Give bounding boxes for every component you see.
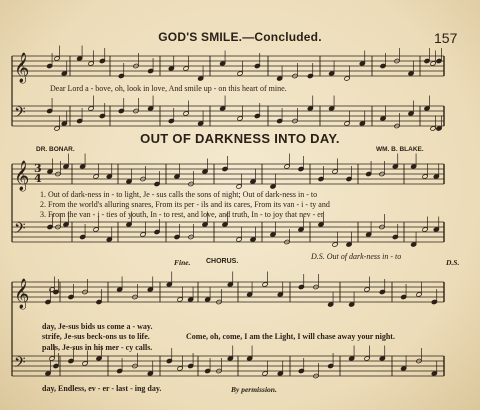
system2-treble-clef: 𝄞 (14, 161, 30, 191)
chorus-line3: palls, Je-sus in his mer - cy calls. (42, 343, 153, 352)
fine-marking: Fine. (174, 258, 191, 267)
verse3-lyric: 3. From the van - i - ties of youth, In - to rest, and love, and truth, In - to joy that nev - er (40, 210, 324, 219)
system2-bass-clef: 𝄢 (14, 220, 26, 241)
chorus-marking: CHORUS. (206, 258, 239, 265)
system1-treble-clef: 𝄞 (14, 53, 30, 83)
composer-credit: WM. B. BLAKE. (376, 146, 424, 153)
verse2-lyric: 2. From the world's alluring snares, From its per - ils and its cares, From its van - i - ty and (40, 200, 330, 209)
bass-final-lyric: day, Endless, ev - er - last - ing day. (42, 384, 162, 393)
bass-ds-text: D.S. Out of dark-ness in - to (311, 252, 402, 261)
chorus-line2b: Come, oh, come, I am the Light, I will chase away your night. (186, 332, 395, 341)
time-signature-digit: 3 (34, 162, 42, 175)
page-header-title: GOD'S SMILE.—Concluded. (158, 30, 322, 44)
time-signature-digit: 4 (34, 172, 42, 185)
ds-marking: D.S. (446, 258, 460, 267)
system1-bass-clef: 𝄢 (14, 104, 26, 125)
lyricist-credit: DR. BONAR. (36, 146, 75, 153)
permission-note: By permission. (231, 385, 277, 394)
system3-bass-clef: 𝄢 (14, 354, 26, 375)
system1-lyric: Dear Lord a - bove, oh, look in love, And smile up - on this heart of mine. (50, 84, 287, 93)
verse1-lyric: 1. Out of dark-ness in - to light, Je - sus calls the sons of night; Out of dark-ness in - to (40, 190, 318, 199)
chorus-line1: day, Je-sus bids us come a - way. (42, 322, 153, 331)
system3-treble-clef: 𝄞 (14, 279, 30, 309)
page-number: 157 (434, 30, 458, 46)
song-title: OUT OF DARKNESS INTO DAY. (140, 131, 340, 146)
chorus-line2a: strife, Je-sus beck-ons us to life. (42, 332, 150, 341)
